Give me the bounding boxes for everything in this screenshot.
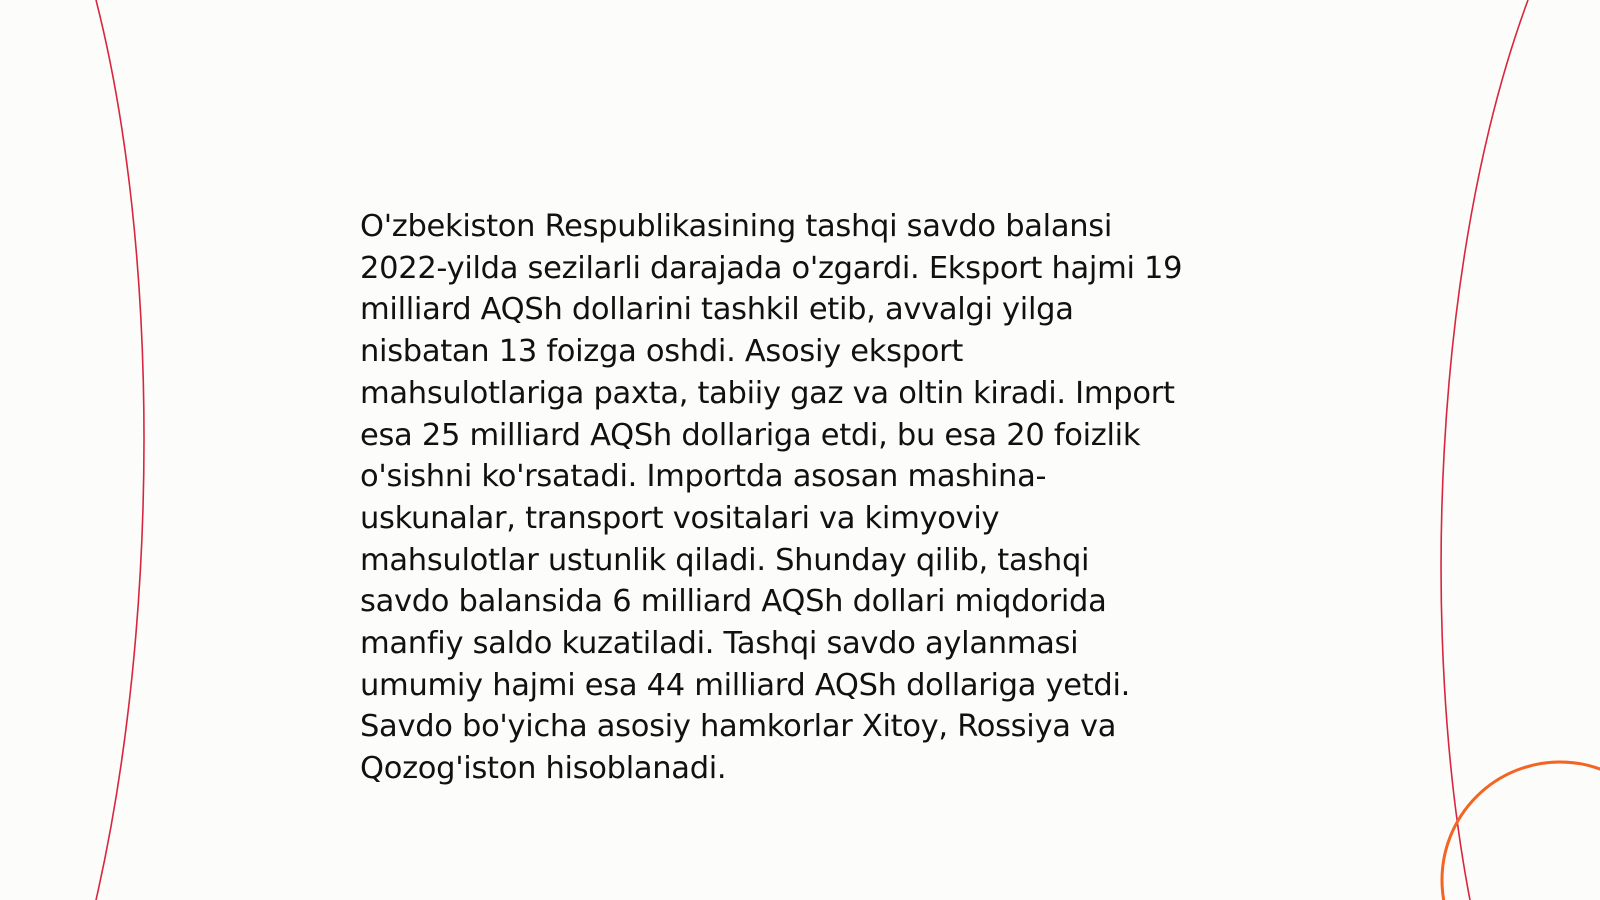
paragraph-line: umumiy hajmi esa 44 milliard AQSh dollariga yetdi. xyxy=(360,667,1131,703)
paragraph-line: nisbatan 13 foizga oshdi. Asosiy eksport xyxy=(360,334,964,370)
paragraph-line: esa 25 milliard AQSh dollariga etdi, bu esa 20 foizlik xyxy=(360,417,1141,453)
paragraph-line: savdo balansida 6 milliard AQSh dollari miqdorida xyxy=(360,584,1107,620)
left-curve-line xyxy=(96,0,144,900)
paragraph-line: 2022-yilda sezilarli darajada o'zgardi. Eksport hajmi 19 xyxy=(360,250,1183,286)
body-paragraph xyxy=(360,206,1250,790)
paragraph-line: uskunalar, transport vositalari va kimyoviy xyxy=(360,500,1000,536)
paragraph-line: Savdo bo'yicha asosiy hamkorlar Xitoy, Rossiya va xyxy=(360,709,1117,745)
paragraph-line: O'zbekiston Respublikasining tashqi savdo balansi xyxy=(360,209,1113,244)
paragraph-line: mahsulotlariga paxta, tabiiy gaz va oltin kiradi. Import xyxy=(360,375,1175,411)
paragraph-line: milliard AQSh dollarini tashkil etib, avvalgi yilga xyxy=(360,292,1074,328)
paragraph-line: manfiy saldo kuzatiladi. Tashqi savdo aylanmasi xyxy=(360,626,1079,662)
orange-circle-accent xyxy=(1442,762,1600,900)
paragraph-line: o'sishni ko'rsatadi. Importda asosan mashina- xyxy=(360,459,1047,495)
paragraph-line: mahsulotlar ustunlik qiladi. Shunday qilib, tashqi xyxy=(360,542,1090,578)
right-curve-line xyxy=(1441,0,1528,900)
paragraph-line: Qozog'iston hisoblanadi. xyxy=(360,751,727,787)
